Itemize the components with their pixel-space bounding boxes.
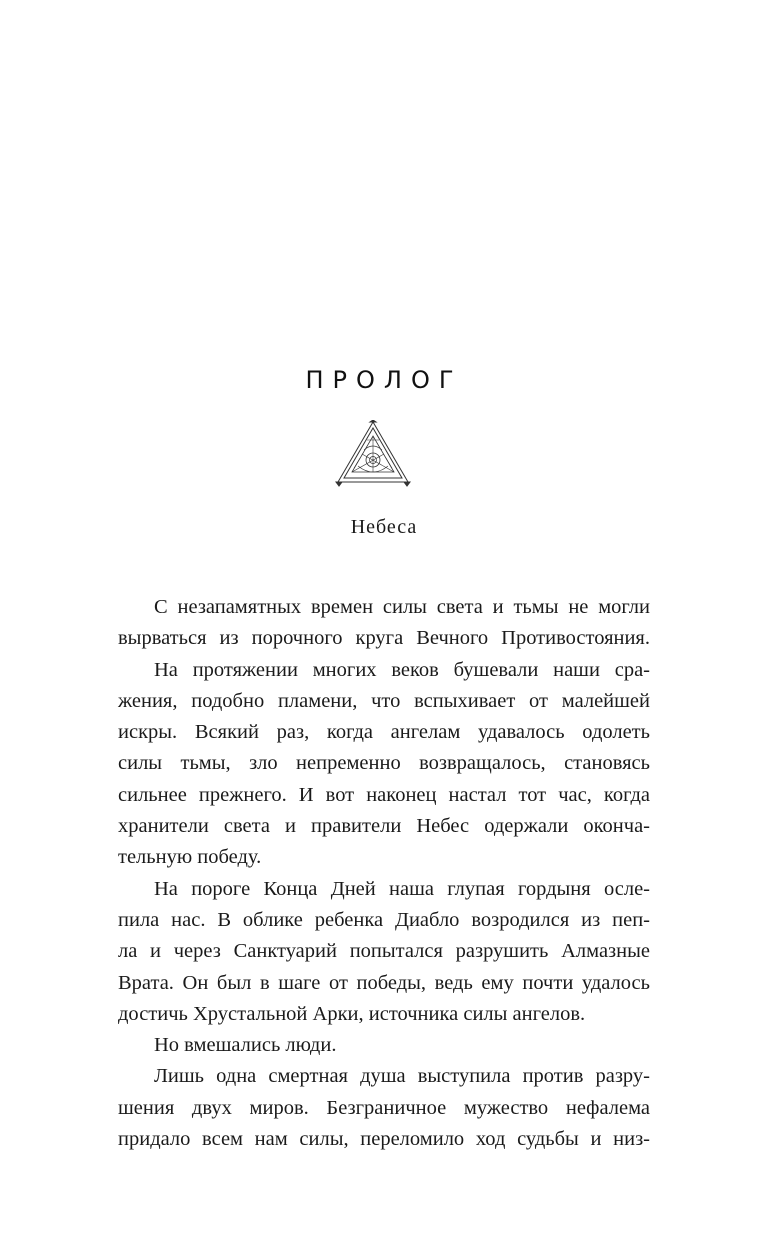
- text-line: тельную победу.: [118, 846, 262, 869]
- text-line: придало всем нам силы, переломило ход судьбы и низ-: [118, 1128, 650, 1151]
- text-line: вырваться из порочного круга Вечного Противостояния.: [118, 627, 650, 650]
- text-line: Лишь одна смертная душа выступила против разру-: [154, 1065, 650, 1088]
- text-line: искры. Всякий раз, когда ангелам удавалось одолеть: [118, 721, 650, 744]
- text-line: С незапамятных времен силы света и тьмы не могли: [154, 596, 650, 618]
- text-line: силы тьмы, зло непременно возвращалось, становясь: [118, 752, 650, 775]
- text-line: ла и через Санктуарий попытался разрушить Алмазные: [118, 940, 650, 963]
- text-line: шения двух миров. Безграничное мужество нефалема: [118, 1096, 650, 1119]
- text-line: Врата. Он был в шаге от победы, ведь ему почти удалось: [118, 971, 650, 994]
- chapter-title: ПРОЛОГ: [305, 366, 463, 394]
- text-line: хранители света и правители Небес одержали оконча-: [118, 815, 650, 838]
- text-line: На протяжении многих веков бушевали наши сра-: [154, 658, 650, 681]
- text-line: жения, подобно пламени, что вспыхивает от малейшей: [118, 689, 650, 712]
- prologue-text: [118, 592, 650, 1155]
- text-line: Но вмешались люди.: [154, 1034, 337, 1057]
- text-line: На пороге Конца Дней наша глупая гордыня осле-: [154, 877, 650, 900]
- text-line: достичь Хрустальной Арки, источника силы ангелов.: [118, 1002, 586, 1025]
- section-title: Небеса: [350, 516, 418, 538]
- triangle-ornament-icon: [334, 420, 412, 488]
- text-line: сильнее прежнего. И вот наконец настал тот час, когда: [118, 783, 650, 806]
- text-line: пила нас. В облике ребенка Диабло возродился из пеп-: [118, 908, 650, 931]
